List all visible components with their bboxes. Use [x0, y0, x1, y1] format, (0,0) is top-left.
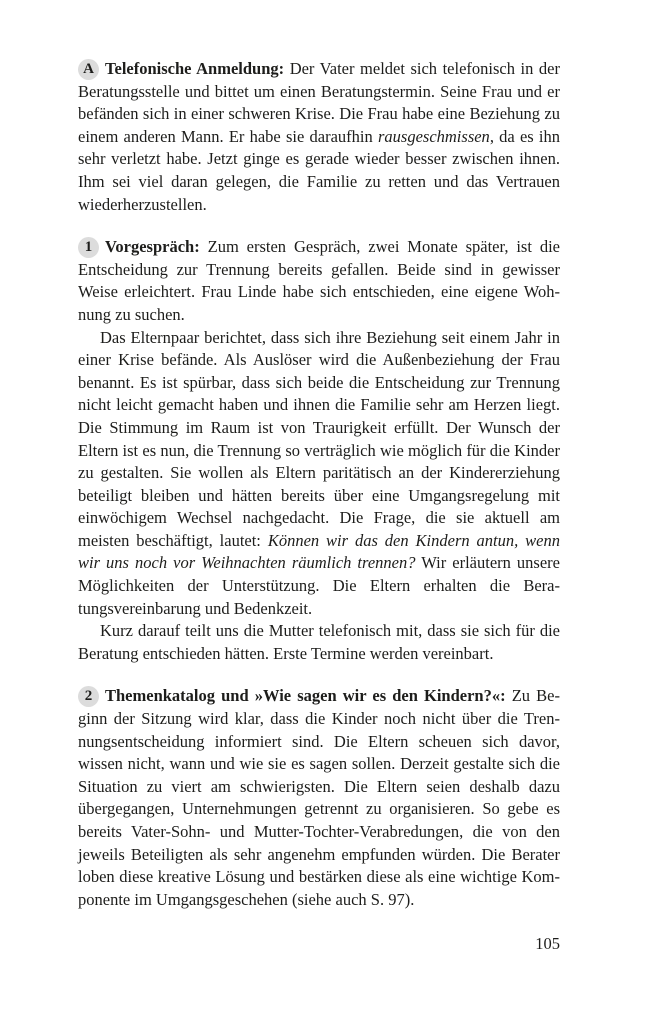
section-1-para-2-emphasis: Können wir das den Kindern antun, wenn wir uns noch vor Weihnachten räumlich trennen? — [78, 530, 560, 573]
section-1-text-1: Zum ersten Gespräch, zwei Monate später, ist die Entscheidung zur Trennung bereits gefallen. Beide sind in gewisser Weise erleichtert. Frau Linde habe sich entschieden, eine eigene Wohnung zu suchen. — [78, 237, 560, 324]
section-1 — [78, 236, 560, 665]
section-2 — [78, 685, 560, 911]
section-a-marker: A — [78, 59, 99, 80]
body-text — [78, 58, 560, 931]
section-1-heading: Vorgespräch: — [105, 237, 200, 257]
section-a-heading: Telefonische Anmeldung: — [105, 59, 285, 78]
page-number: 105 — [535, 934, 560, 953]
section-2-text-1: Zu Beginn der Sitzung wird klar, dass die Kinder noch nicht über die Trennungsentscheidung informiert sind. Die Eltern scheuen sich davor, wissen nicht, wann und wie sie es sagen sollen. Derzeit gestalte sich die Situation zu viert am schwierigsten. Die Eltern seien deshalb dazu übergegangen, Unternehmungen getrennt zu organisieren. So gebe es bereits Vater-Sohn- und Mutter-Tochter-Verabredungen, die von den jeweils Beteiligten als sehr angenehm empfunden würden. Die Berater loben diese kreative Lösung und bestärken diese als eine wichtige Komponente im Umgangsgeschehen (siehe auch S. 97). — [78, 686, 560, 909]
section-1-para-2-text-1: Das Elternpaar berichtet, dass sich ihre Beziehung seit einem Jahr in einer Krise befände. Als Auslöser wird die Außenbeziehung der Frau benannt. Es ist spürbar, dass sich beide die Entscheidung zur Trennung nicht leicht gemacht haben und ihnen die Familie sehr am Herzen liegt. Die Stimmung im Raum ist von Traurigkeit erfüllt. Der Wunsch der Eltern ist es nun, die Trennung so verträglich wie möglich für die Kinder zu gestalten. Sie wollen als Eltern paritätisch an der Kindererziehung beteiligt bleiben und hätten bereits über eine Umgangsregelung mit einwöchigem Wechsel nachgedacht. Die Frage, die sie aktuell am meisten beschäftigt, lautet: — [78, 327, 560, 550]
section-2-marker: 2 — [78, 686, 99, 707]
section-a — [78, 58, 560, 216]
section-1-paragraph-1 — [78, 236, 560, 326]
section-2-paragraph — [78, 685, 560, 911]
section-a-text-2: , da es ihn sehr verletzt habe. Jetzt ginge es gerade wieder besser zwischen ihnen. Ihm sei viel daran gelegen, die Familie zu retten und das Vertrauen wiederherzustellen. — [78, 126, 561, 214]
section-1-paragraph-3: Kurz darauf teilt uns die Mutter telefonisch mit, dass sie sich für die Beratung entschieden hätten. Erste Termine werden vereinbart. — [78, 621, 560, 663]
section-1-para-2-text-2: Wir erläutern unsere Möglichkeiten der Unterstützung. Die Eltern erhalten die Beratungsvereinbarung und Bedenkzeit. — [78, 553, 560, 618]
section-a-emphasis: rausgeschmissen — [377, 126, 490, 146]
section-1-paragraph-2 — [78, 327, 560, 621]
section-a-paragraph — [78, 58, 560, 216]
section-2-heading: Themenkatalog und »Wie sagen wir es den Kindern?«: — [105, 686, 506, 706]
section-a-text-1: Der Vater meldet sich telefonisch in der Beratungsstelle und bittet um einen Beratungstermin. Seine Frau und er befänden sich in einer schweren Krise. Die Frau habe eine Beziehung zu einem anderen Mann. Er habe sie daraufhin — [78, 59, 560, 146]
section-1-marker: 1 — [78, 237, 99, 258]
